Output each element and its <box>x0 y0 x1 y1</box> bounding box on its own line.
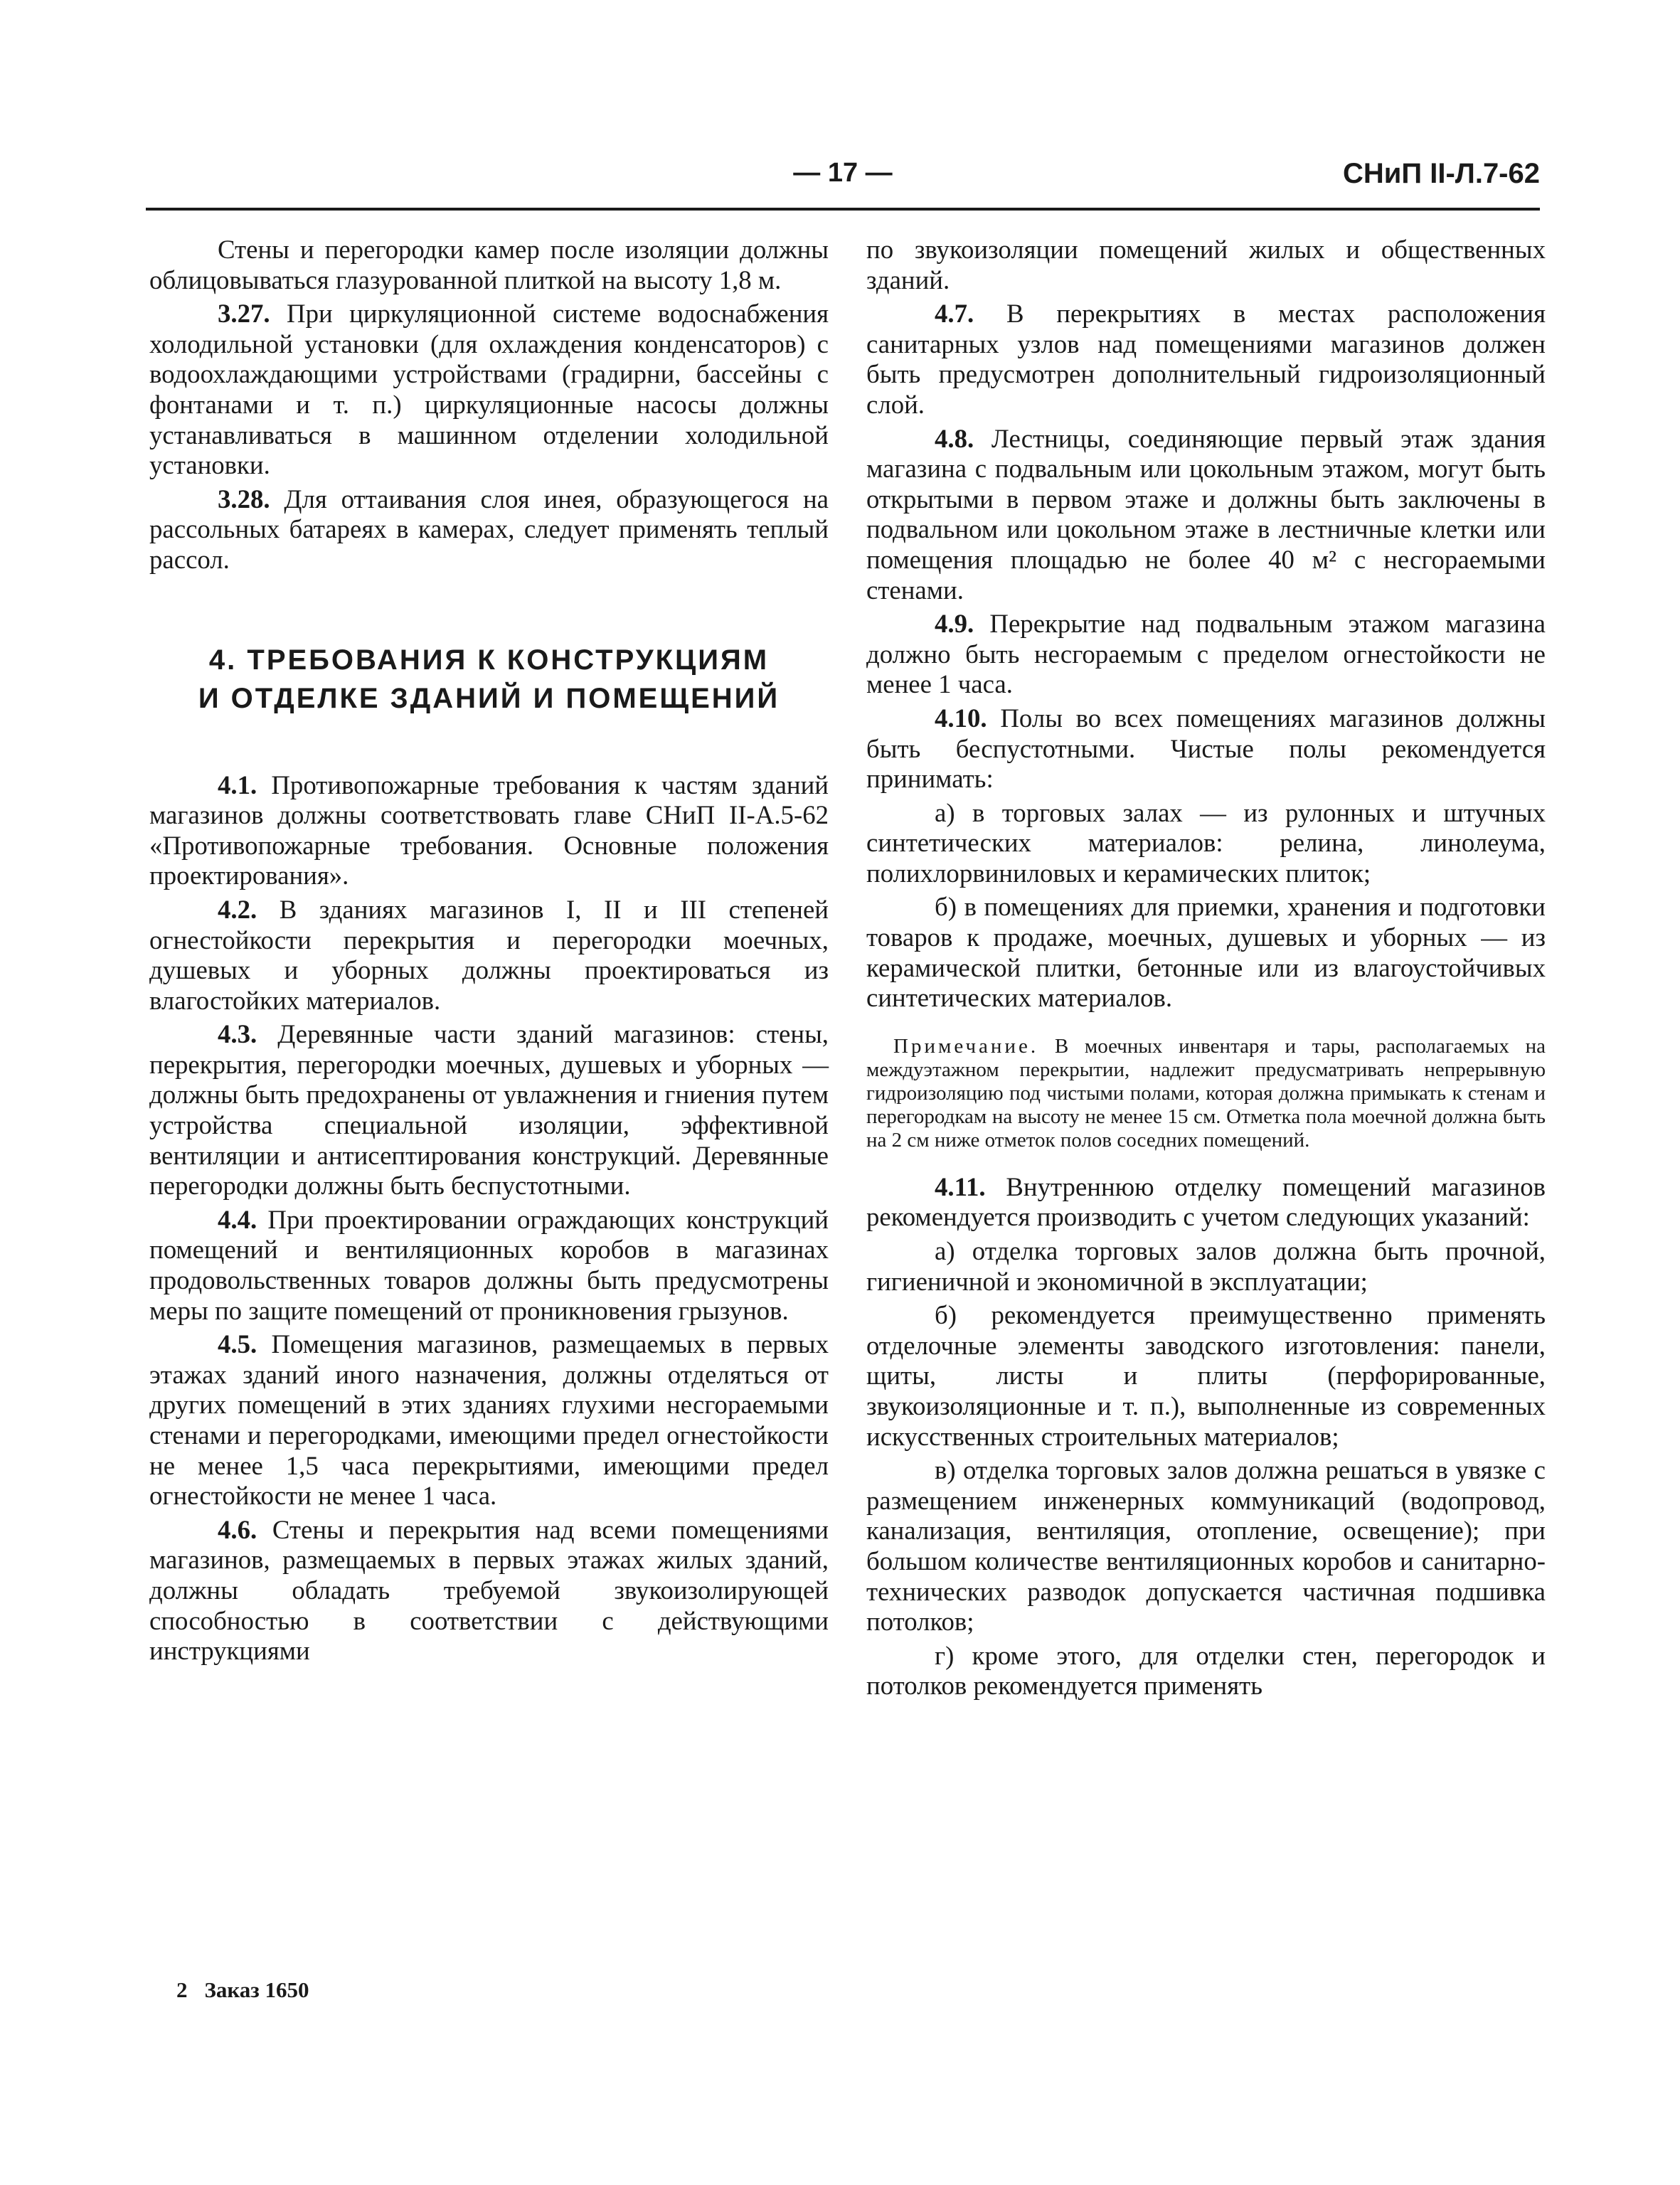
paragraph-4-11-b: б) рекомендуется преимущественно применять отделочные элементы заводского изготовления: панели, щиты, листы и плиты (перфорированные, звукоизоляционные и т. п.), выполненные из современных искусственных строительных материалов; <box>866 1300 1546 1451</box>
paragraph-4-10-b: б) в помещениях для приемки, хранения и подготовки товаров к продаже, моечных, душевых и уборных — из керамической плитки, бетонные или из влагоустойчивых синтетических материалов. <box>866 892 1546 1013</box>
paragraph-number: 3.27. <box>218 299 270 329</box>
note-text: В моечных инвентаря и тары, располагаемых на междуэтажном перекрытии, надлежит предусматривать непрерывную гидроизоляцию под чистыми полами, которая должна примыкать к стенам и перегородкам на высоту не менее 15 см. Отметка пола моечной должна быть на 2 см ниже отметок полов соседних помещений. <box>866 1034 1546 1152</box>
paragraph-4-10 <box>866 703 1546 794</box>
page-header <box>146 158 1540 201</box>
paragraph-text: Полы во всех помещениях магазинов должны быть беспустотными. Чистые полы рекомендуется принимать: <box>866 703 1546 794</box>
paragraph-4-10-a: а) в торговых залах — из рулонных и штучных синтетических материалов: релина, линолеума, полихлорвиниловых и керамических плиток; <box>866 797 1546 888</box>
paragraph-4-7 <box>866 299 1546 420</box>
section-title <box>149 641 829 718</box>
paragraph-number: 4.5. <box>218 1329 257 1359</box>
note-block <box>866 1035 1546 1152</box>
paragraph-number: 4.2. <box>218 894 257 924</box>
paragraph-text: Деревянные части зданий магазинов: стены, перекрытия, перегородки моечных, душевых и уборных — должны быть предохранены от увлажнения и гниения путем устройства специальной изоляции, эффективной вентиляции и антисептирования конструкций. Деревянные перегородки должны быть беспустотными. <box>149 1019 829 1201</box>
order-number: Заказ 1650 <box>204 1977 309 2002</box>
page-number: — 17 — <box>793 158 893 188</box>
paragraph-4-9 <box>866 609 1546 700</box>
paragraph-text: Для оттаивания слоя инея, образующегося на рассольных батареях в камерах, следует применять теплый рассол. <box>149 484 829 574</box>
paragraph-text: В зданиях магазинов I, II и III степеней огнестойкости перекрытия и перегородки моечных, душевых и уборных должны проектироваться из влагостойких материалов. <box>149 894 829 1015</box>
page-footer <box>176 1977 326 2003</box>
right-column <box>866 235 1546 1701</box>
paragraph-text: Перекрытие над подвальным этажом магазина должно быть несгораемым с пределом огнестойкости не менее 1 часа. <box>866 609 1546 699</box>
note-paragraph <box>866 1035 1546 1152</box>
paragraph-text: При проектировании ограждающих конструкций помещений и вентиляционных коробов в магазинах продовольственных товаров должны быть предусмотрены меры по защите помещений от проникновения грызунов. <box>149 1204 829 1325</box>
paragraph-text: Внутреннюю отделку помещений магазинов рекомендуется производить с учетом следующих указаний: <box>866 1171 1546 1232</box>
paragraph-4-6 <box>149 1515 829 1666</box>
paragraph-4-1 <box>149 770 829 891</box>
paragraph-number: 4.8. <box>935 423 974 453</box>
sheet-number: 2 <box>176 1977 188 2002</box>
document-code: СНиП II-Л.7-62 <box>1342 158 1540 189</box>
paragraph-4-6-cont: по звукоизоляции помещений жилых и общественных зданий. <box>866 235 1546 294</box>
paragraph-4-11 <box>866 1172 1546 1233</box>
paragraph-number: 4.1. <box>218 770 257 799</box>
paragraph-text: При циркуляционной системе водоснабжения холодильной установки (для охлаждения конденсаторов) с водоохлаждающими устройствами (градирни, бассейны с фонтанами и т. п.) циркуляционные насосы должны устанавливаться в машинном отделении холодильной установки. <box>149 299 829 480</box>
paragraph-text: Противопожарные требования к частям зданий магазинов должны соответствовать главе СНиП II-А.5-62 «Противопожарные требования. Основные положения проектирования». <box>149 770 829 891</box>
paragraph-number: 4.9. <box>935 609 974 639</box>
paragraph-number: 3.28. <box>218 484 270 514</box>
header-rule <box>146 208 1540 211</box>
paragraph-text: В перекрытиях в местах расположения санитарных узлов над помещениями магазинов должен быть предусмотрен дополнительный гидроизоляционный слой. <box>866 299 1546 419</box>
paragraph-number: 4.11. <box>935 1171 986 1201</box>
paragraph-number: 4.10. <box>935 703 987 733</box>
paragraph-4-11-c: в) отделка торговых залов должна решаться в увязке с размещением инженерных коммуникаций (водопровод, канализация, вентиляция, отопление, освещение); при большом количестве вентиляционных коробов и санитарно-технических разводок допускается частичная подшивка потолков; <box>866 1455 1546 1637</box>
paragraph-3-28 <box>149 484 829 575</box>
paragraph-text: Помещения магазинов, размещаемых в первых этажах зданий иного назначения, должны отделяться от других помещений в этих зданиях глухими несгораемыми стенами и перегородками, имеющими предел огнестойкости не менее 1,5 часа перекрытиями, имеющими предел огнестойкости не менее 1 часа. <box>149 1329 829 1511</box>
paragraph-4-5 <box>149 1329 829 1511</box>
paragraph-4-3 <box>149 1019 829 1201</box>
paragraph-text: Лестницы, соединяющие первый этаж здания магазина с подвальным или цокольным этажом, могут быть открытыми в первом этаже и должны быть заключены в подвальном или цокольном этаже в лестничные клетки или помещения площадью не более 40 м² с несгораемыми стенами. <box>866 423 1546 605</box>
paragraph-4-4 <box>149 1205 829 1326</box>
paragraph-number: 4.7. <box>935 299 974 329</box>
paragraph-4-11-a: а) отделка торговых залов должна быть прочной, гигиеничной и экономичной в эксплуатации; <box>866 1236 1546 1296</box>
paragraph-number: 4.4. <box>218 1204 257 1234</box>
left-column <box>149 235 829 1666</box>
paragraph-number: 4.6. <box>218 1514 257 1544</box>
section-title-line-1: 4. ТРЕБОВАНИЯ К КОНСТРУКЦИЯМ <box>208 644 770 676</box>
paragraph-3-26-cont: Стены и перегородки камер после изоляции должны облицовываться глазурованной плиткой на высоту 1,8 м. <box>149 235 829 294</box>
paragraph-text: Стены и перекрытия над всеми помещениями магазинов, размещаемых в первых этажах жилых зданий, должны обладать требуемой звукоизолирующей способностью в соответствии с действующими инструкциями <box>149 1514 829 1666</box>
paragraph-4-8 <box>866 424 1546 606</box>
note-label: Примечание. <box>893 1034 1039 1058</box>
section-title-line-2: И ОТДЕЛКЕ ЗДАНИЙ И ПОМЕЩЕНИЙ <box>198 682 780 714</box>
paragraph-4-11-d: г) кроме этого, для отделки стен, перегородок и потолков рекомендуется применять <box>866 1640 1546 1701</box>
paragraph-3-27 <box>149 299 829 481</box>
paragraph-4-2 <box>149 895 829 1016</box>
paragraph-number: 4.3. <box>218 1019 257 1049</box>
